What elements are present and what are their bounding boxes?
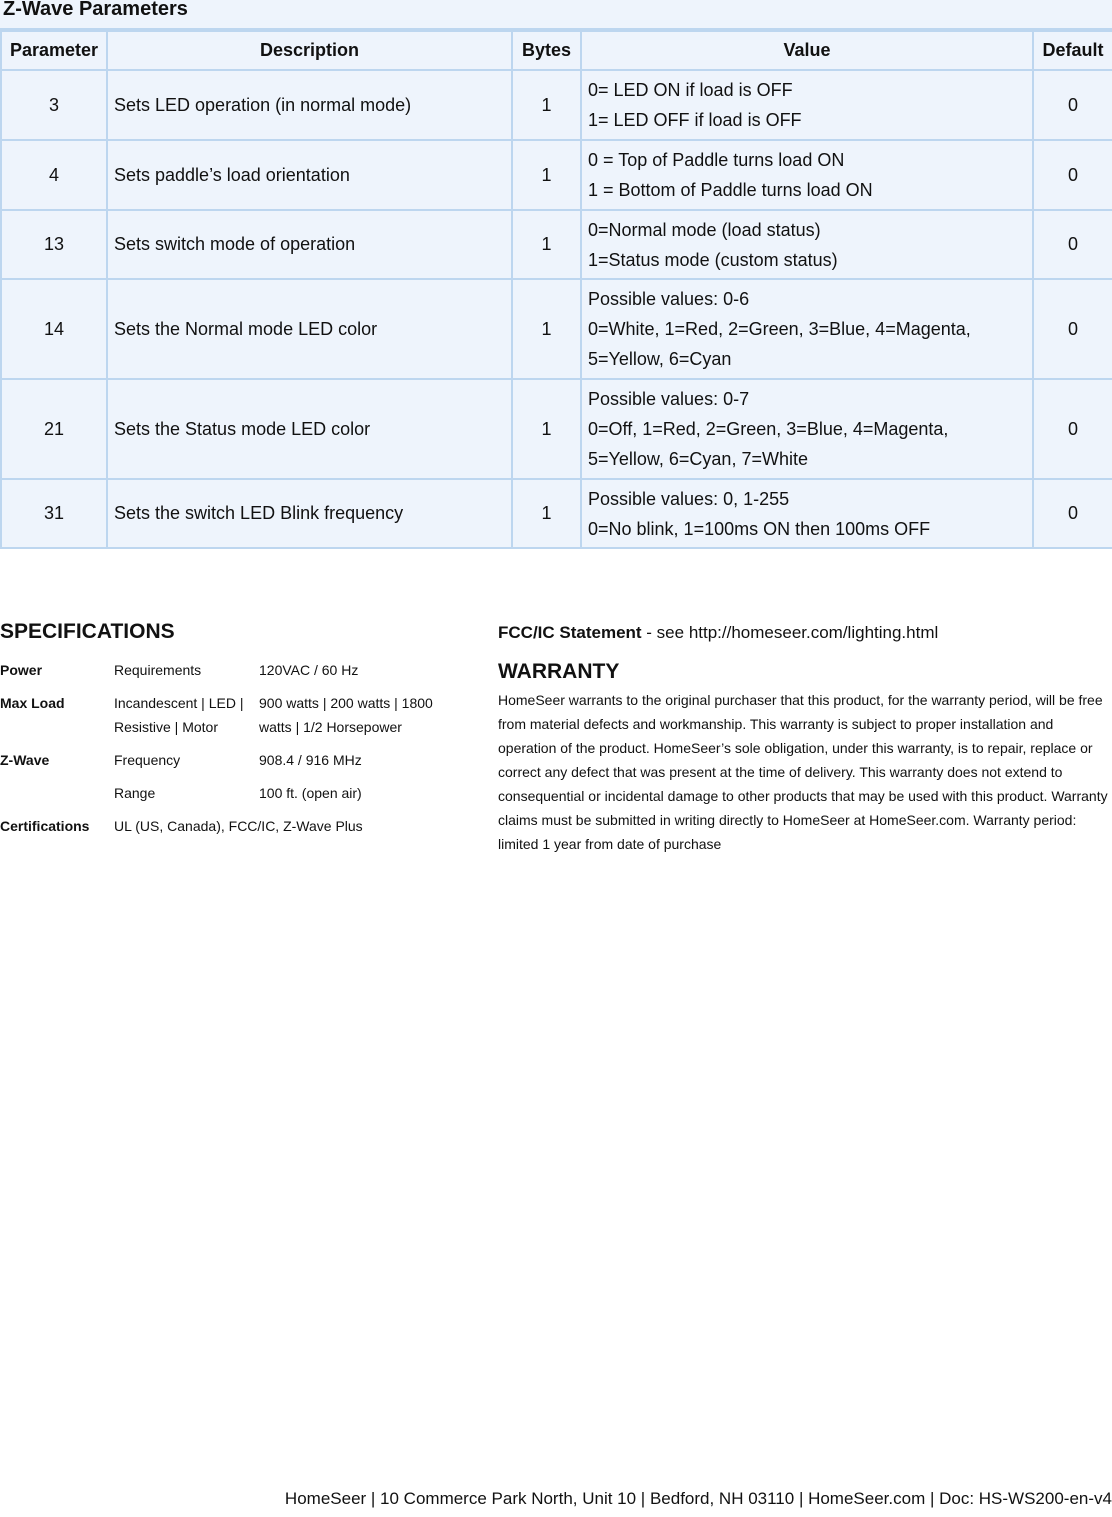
value-line: 0=White, 1=Red, 2=Green, 3=Blue, 4=Magenta, [588,319,971,339]
fcc-link-text: - see http://homeseer.com/lighting.html [641,623,939,642]
spec-sublabel: Requirements [114,662,202,678]
value-line: 0= LED ON if load is OFF [588,80,793,100]
spec-label: Z-Wave [0,752,50,768]
table-row [1,70,1112,140]
zwave-parameters-title: Z-Wave Parameters [0,0,1112,30]
warranty-heading: WARRANTY [498,660,620,683]
param-number: 31 [1,479,107,548]
param-description: Sets the Normal mode LED color [107,279,512,379]
param-description: Sets paddle’s load orientation [107,140,512,210]
spec-row-certifications [0,814,470,838]
param-default: 0 [1033,210,1112,279]
value-line: 1=Status mode (custom status) [588,249,838,270]
value-line: 0=Normal mode (load status) [588,219,821,240]
param-value [581,479,1033,548]
param-default: 0 [1033,479,1112,548]
spec-label: Certifications [0,818,90,834]
param-default: 0 [1033,379,1112,479]
specifications-section [0,620,470,847]
specifications-heading: SPECIFICATIONS [0,620,175,643]
param-bytes: 1 [512,210,581,279]
spec-row-zwave-range [0,781,470,805]
value-line: 0 = Top of Paddle turns load ON [588,150,845,170]
spec-label: Power [0,662,43,678]
param-description: Sets switch mode of operation [107,210,512,279]
param-default: 0 [1033,279,1112,379]
table-row [1,210,1112,279]
param-number: 3 [1,70,107,140]
value-line: Possible values: 0-6 [588,289,750,309]
warranty-body: HomeSeer warrants to the original purchaser that this product, for the warranty period, will be free from material defects and workmanship. This warranty is subject to proper installation and operation of the product. HomeSeer’s sole obligation, under this warranty, is to repair, replace or correct any defect that was present at the time of delivery. This warranty does not extend to consequential or incidental damage to other products that may be used with this product. Warranty claims must be submitted in writing directly to HomeSeer at HomeSeer.com. Warranty period: limited 1 year from date of purchase [498,692,1108,852]
param-bytes: 1 [512,479,581,548]
param-default: 0 [1033,70,1112,140]
spec-sublabel: Incandescent | LED | Resistive | Motor [114,695,244,735]
zwave-parameters-table [0,30,1112,549]
table-row [1,379,1112,479]
param-number: 14 [1,279,107,379]
param-description: Sets LED operation (in normal mode) [107,70,512,140]
header-parameter: Parameter [1,31,107,70]
fcc-statement [498,620,1112,646]
value-line: 1 = Bottom of Paddle turns load ON [588,180,873,200]
param-description: Sets the Status mode LED color [107,379,512,479]
param-default: 0 [1033,140,1112,210]
param-number: 13 [1,210,107,279]
spec-value: 100 ft. (open air) [259,785,362,801]
header-bytes: Bytes [512,31,581,70]
header-description: Description [107,31,512,70]
param-bytes: 1 [512,279,581,379]
param-number: 4 [1,140,107,210]
value-line: Possible values: 0, 1-255 [588,488,790,509]
spec-row-zwave-frequency [0,748,470,772]
param-value [581,210,1033,279]
value-line: 0=No blink, 1=100ms ON then 100ms OFF [588,518,931,539]
page-footer: HomeSeer | 10 Commerce Park North, Unit 10 | Bedford, NH 03110 | HomeSeer.com | Doc: HS-WS200-en-v4 [284,1489,1112,1508]
param-bytes: 1 [512,70,581,140]
table-row [1,140,1112,210]
param-description: Sets the switch LED Blink frequency [107,479,512,548]
spec-value: UL (US, Canada), FCC/IC, Z-Wave Plus [114,818,363,834]
header-default: Default [1033,31,1112,70]
spec-value: 900 watts | 200 watts | 1800 watts | 1/2 Horsepower [259,695,433,735]
value-line: 0=Off, 1=Red, 2=Green, 3=Blue, 4=Magenta, [588,419,949,439]
spec-row-power [0,658,470,682]
param-value [581,279,1033,379]
param-value [581,70,1033,140]
param-value [581,379,1033,479]
spec-label-empty [0,781,114,805]
spec-sublabel: Range [114,785,156,801]
value-line: 5=Yellow, 6=Cyan [588,349,732,369]
spec-value: 908.4 / 916 MHz [259,752,362,768]
value-line: 1= LED OFF if load is OFF [588,110,802,130]
param-value [581,140,1033,210]
fcc-label: FCC/IC Statement [498,623,642,642]
table-header-row [1,31,1112,70]
spec-value: 120VAC / 60 Hz [259,662,359,678]
header-value: Value [581,31,1033,70]
value-line: Possible values: 0-7 [588,389,750,409]
spec-sublabel: Frequency [114,752,181,768]
param-bytes: 1 [512,140,581,210]
spec-row-max-load [0,691,470,739]
spec-label: Max Load [0,695,65,711]
table-row [1,479,1112,548]
value-line: 5=Yellow, 6=Cyan, 7=White [588,449,808,469]
param-bytes: 1 [512,379,581,479]
param-number: 21 [1,379,107,479]
right-column [498,620,1112,856]
table-row [1,279,1112,379]
